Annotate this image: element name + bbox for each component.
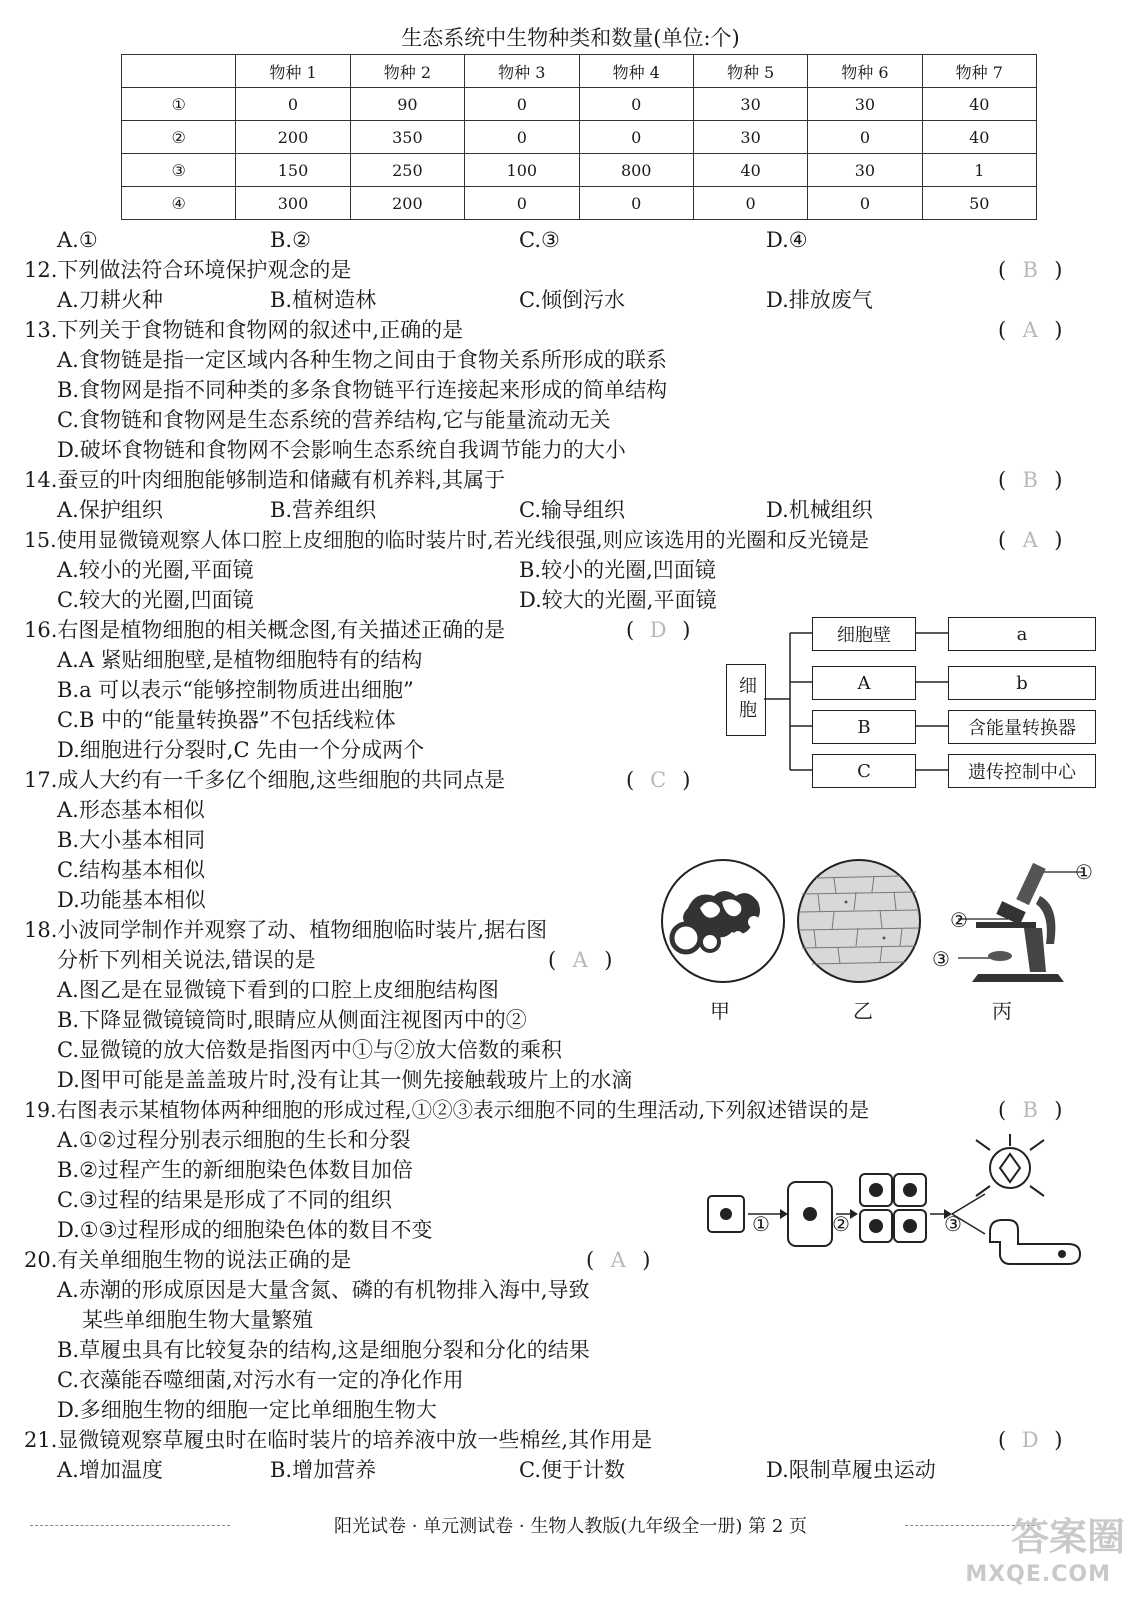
q18-stem-cont: 分析下列相关说法,错误的是 bbox=[57, 948, 316, 972]
fig18-label-jia: 甲 bbox=[710, 999, 730, 1023]
concept-cell-wall: 细胞壁 bbox=[812, 617, 916, 651]
q12-answer: ( B ) bbox=[998, 258, 1063, 282]
q18-stem: 18.小波同学制作并观察了动、植物细胞临时装片,据右图 bbox=[24, 918, 548, 942]
table-cell: 250 bbox=[350, 154, 464, 187]
table-cell: 0 bbox=[579, 121, 693, 154]
concept-energy: 含能量转换器 bbox=[948, 710, 1096, 744]
q14-stem: 14.蚕豆的叶肉细胞能够制造和储藏有机养料,其属于 bbox=[24, 468, 506, 492]
q13-option-a: A.食物链是指一定区域内各种生物之间由于食物关系所形成的联系 bbox=[57, 348, 667, 372]
table-cell: 0 bbox=[579, 187, 693, 220]
fig-jia-cheek-cells bbox=[658, 856, 788, 986]
fig19-cell-process bbox=[700, 1130, 1110, 1290]
q12-option-d: D.排放废气 bbox=[766, 288, 873, 312]
table-cell: 0 bbox=[465, 121, 579, 154]
q17-stem: 17.成人大约有一千多亿个细胞,这些细胞的共同点是 bbox=[24, 768, 506, 792]
q20-option-a: A.赤潮的形成原因是大量含氮、磷的有机物排入海中,导致 bbox=[57, 1278, 590, 1302]
table-cell: 0 bbox=[465, 88, 579, 121]
table-header-cell bbox=[122, 55, 236, 88]
q11-option-c: C.③ bbox=[519, 228, 560, 252]
q13-stem: 13.下列关于食物链和食物网的叙述中,正确的是 bbox=[24, 318, 464, 342]
table-header-cell: 物种 5 bbox=[693, 55, 807, 88]
table-header-cell: 物种 4 bbox=[579, 55, 693, 88]
q19-option-b: B.②过程产生的新细胞染色体数目加倍 bbox=[57, 1158, 413, 1182]
q12-option-a: A.刀耕火种 bbox=[57, 288, 163, 312]
concept-b: B bbox=[812, 710, 916, 744]
q20-option-a-cont: 某些单细胞生物大量繁殖 bbox=[82, 1308, 313, 1332]
table-cell: ① bbox=[122, 88, 236, 121]
fig18-label-bing: 丙 bbox=[992, 999, 1012, 1023]
q20-option-b: B.草履虫具有比较复杂的结构,这是细胞分裂和分化的结果 bbox=[57, 1338, 590, 1362]
concept-a: A bbox=[812, 666, 916, 700]
table-row bbox=[122, 154, 1037, 187]
watermark-logo: 答案圈 bbox=[1010, 1515, 1125, 1559]
table-cell: 200 bbox=[236, 121, 350, 154]
q15-option-a: A.较小的光圈,平面镜 bbox=[57, 558, 254, 582]
table-cell: ④ bbox=[122, 187, 236, 220]
q17-answer: ( C ) bbox=[626, 768, 691, 792]
table-cell: 40 bbox=[693, 154, 807, 187]
fig19-step-3: ③ bbox=[944, 1212, 962, 1236]
q21-answer: ( D ) bbox=[998, 1428, 1063, 1452]
table-cell: 150 bbox=[236, 154, 350, 187]
q14-option-a: A.保护组织 bbox=[57, 498, 163, 522]
q15-option-d: D.较大的光圈,平面镜 bbox=[519, 588, 717, 612]
table-cell: 30 bbox=[693, 88, 807, 121]
q15-answer: ( A ) bbox=[998, 528, 1063, 552]
table-title: 生态系统中生物种类和数量(单位:个) bbox=[401, 26, 740, 50]
table-cell: 200 bbox=[350, 187, 464, 220]
table-cell: 0 bbox=[236, 88, 350, 121]
q17-option-d: D.功能基本相似 bbox=[57, 888, 206, 912]
q18-option-d: D.图甲可能是盖盖玻片时,没有让其一侧先接触载玻片上的水滴 bbox=[57, 1068, 633, 1092]
concept-right-b: b bbox=[948, 666, 1096, 700]
fig19-step-2: ② bbox=[832, 1212, 850, 1236]
q11-option-a: A.① bbox=[57, 228, 98, 252]
table-cell: 800 bbox=[579, 154, 693, 187]
table-cell: 40 bbox=[922, 88, 1036, 121]
q20-option-c: C.衣藻能吞噬细菌,对污水有一定的净化作用 bbox=[57, 1368, 464, 1392]
ecosystem-table bbox=[121, 54, 1037, 220]
q21-option-b: B.增加营养 bbox=[270, 1458, 377, 1482]
table-cell: 1 bbox=[922, 154, 1036, 187]
table-header-cell: 物种 3 bbox=[465, 55, 579, 88]
q14-answer: ( B ) bbox=[998, 468, 1063, 492]
table-cell: ③ bbox=[122, 154, 236, 187]
q16-stem: 16.右图是植物细胞的相关概念图,有关描述正确的是 bbox=[24, 618, 506, 642]
table-cell: 100 bbox=[465, 154, 579, 187]
q16-answer: ( D ) bbox=[626, 618, 691, 642]
table-header-cell: 物种 6 bbox=[808, 55, 922, 88]
q13-answer: ( A ) bbox=[998, 318, 1063, 342]
fig18-marker-2: ② bbox=[950, 908, 968, 932]
q21-option-a: A.增加温度 bbox=[57, 1458, 163, 1482]
q21-option-d: D.限制草履虫运动 bbox=[766, 1458, 936, 1482]
q16-option-a: A.A 紧贴细胞壁,是植物细胞特有的结构 bbox=[57, 648, 423, 672]
table-header-cell: 物种 7 bbox=[922, 55, 1036, 88]
q18-answer: ( A ) bbox=[548, 948, 613, 972]
q20-answer: ( A ) bbox=[586, 1248, 651, 1272]
q12-option-b: B.植树造林 bbox=[270, 288, 377, 312]
q21-option-c: C.便于计数 bbox=[519, 1458, 625, 1482]
q16-option-b: B.a 可以表示“能够控制物质进出细胞” bbox=[57, 678, 414, 702]
q20-option-d: D.多细胞生物的细胞一定比单细胞生物大 bbox=[57, 1398, 437, 1422]
table-cell: 0 bbox=[693, 187, 807, 220]
q16-option-d: D.细胞进行分裂时,C 先由一个分成两个 bbox=[57, 738, 425, 762]
table-cell: 50 bbox=[922, 187, 1036, 220]
q13-option-d: D.破坏食物链和食物网不会影响生态系统自我调节能力的大小 bbox=[57, 438, 626, 462]
fig18-label-yi: 乙 bbox=[853, 999, 873, 1023]
concept-right-a: a bbox=[948, 617, 1096, 651]
table-header-cell: 物种 1 bbox=[236, 55, 350, 88]
q11-option-b: B.② bbox=[270, 228, 311, 252]
q11-option-d: D.④ bbox=[766, 228, 808, 252]
concept-c: C bbox=[812, 754, 916, 788]
fig18-marker-1: ① bbox=[1075, 860, 1093, 884]
page-footer: 阳光试卷 · 单元测试卷 · 生物人教版(九年级全一册) 第 2 页 bbox=[334, 1516, 807, 1537]
table-cell: 30 bbox=[693, 121, 807, 154]
table-cell: 0 bbox=[808, 121, 922, 154]
table-cell: 0 bbox=[808, 187, 922, 220]
watermark-url: MXQE.COM bbox=[965, 1562, 1111, 1587]
q15-option-b: B.较小的光圈,凹面镜 bbox=[519, 558, 716, 582]
q15-stem: 15.使用显微镜观察人体口腔上皮细胞的临时装片时,若光线很强,则应该选用的光圈和反光镜是 bbox=[24, 528, 870, 552]
q19-option-c: C.③过程的结果是形成了不同的组织 bbox=[57, 1188, 392, 1212]
q16-option-c: C.B 中的“能量转换器”不包括线粒体 bbox=[57, 708, 396, 732]
q20-stem: 20.有关单细胞生物的说法正确的是 bbox=[24, 1248, 352, 1272]
table-header-cell: 物种 2 bbox=[350, 55, 464, 88]
table-row bbox=[122, 121, 1037, 154]
concept-root: 细胞 bbox=[726, 664, 766, 736]
q19-option-d: D.①③过程形成的细胞染色体的数目不变 bbox=[57, 1218, 433, 1242]
table-cell: 40 bbox=[922, 121, 1036, 154]
table-row bbox=[122, 88, 1037, 121]
table-cell: 30 bbox=[808, 154, 922, 187]
q13-option-b: B.食物网是指不同种类的多条食物链平行连接起来形成的简单结构 bbox=[57, 378, 668, 402]
q15-option-c: C.较大的光圈,凹面镜 bbox=[57, 588, 254, 612]
q14-option-d: D.机械组织 bbox=[766, 498, 873, 522]
table-cell: 350 bbox=[350, 121, 464, 154]
q12-stem: 12.下列做法符合环境保护观念的是 bbox=[24, 258, 352, 282]
q17-option-c: C.结构基本相似 bbox=[57, 858, 205, 882]
table-cell: 300 bbox=[236, 187, 350, 220]
fig-yi-onion-cells bbox=[794, 856, 924, 986]
fig19-step-1: ① bbox=[752, 1212, 770, 1236]
table-cell: 0 bbox=[579, 88, 693, 121]
table-row bbox=[122, 187, 1037, 220]
table-cell: 90 bbox=[350, 88, 464, 121]
q14-option-c: C.输导组织 bbox=[519, 498, 625, 522]
fig18-marker-3: ③ bbox=[932, 947, 950, 971]
q12-option-c: C.倾倒污水 bbox=[519, 288, 625, 312]
q19-stem: 19.右图表示某植物体两种细胞的形成过程,①②③表示细胞不同的生理活动,下列叙述错误的是 bbox=[24, 1098, 870, 1122]
concept-genetic-center: 遗传控制中心 bbox=[948, 754, 1096, 788]
q19-answer: ( B ) bbox=[998, 1098, 1063, 1122]
table-header-row bbox=[122, 55, 1037, 88]
q14-option-b: B.营养组织 bbox=[270, 498, 377, 522]
q18-option-c: C.显微镜的放大倍数是指图丙中①与②放大倍数的乘积 bbox=[57, 1038, 562, 1062]
table-cell: ② bbox=[122, 121, 236, 154]
q17-option-a: A.形态基本相似 bbox=[57, 798, 205, 822]
q18-option-a: A.图乙是在显微镜下看到的口腔上皮细胞结构图 bbox=[57, 978, 499, 1002]
q19-option-a: A.①②过程分别表示细胞的生长和分裂 bbox=[57, 1128, 411, 1152]
q18-option-b: B.下降显微镜镜筒时,眼睛应从侧面注视图丙中的② bbox=[57, 1008, 527, 1032]
q21-stem: 21.显微镜观察草履虫时在临时装片的培养液中放一些棉丝,其作用是 bbox=[24, 1428, 653, 1452]
q13-option-c: C.食物链和食物网是生态系统的营养结构,它与能量流动无关 bbox=[57, 408, 611, 432]
q17-option-b: B.大小基本相同 bbox=[57, 828, 206, 852]
table-cell: 30 bbox=[808, 88, 922, 121]
table-cell: 0 bbox=[465, 187, 579, 220]
